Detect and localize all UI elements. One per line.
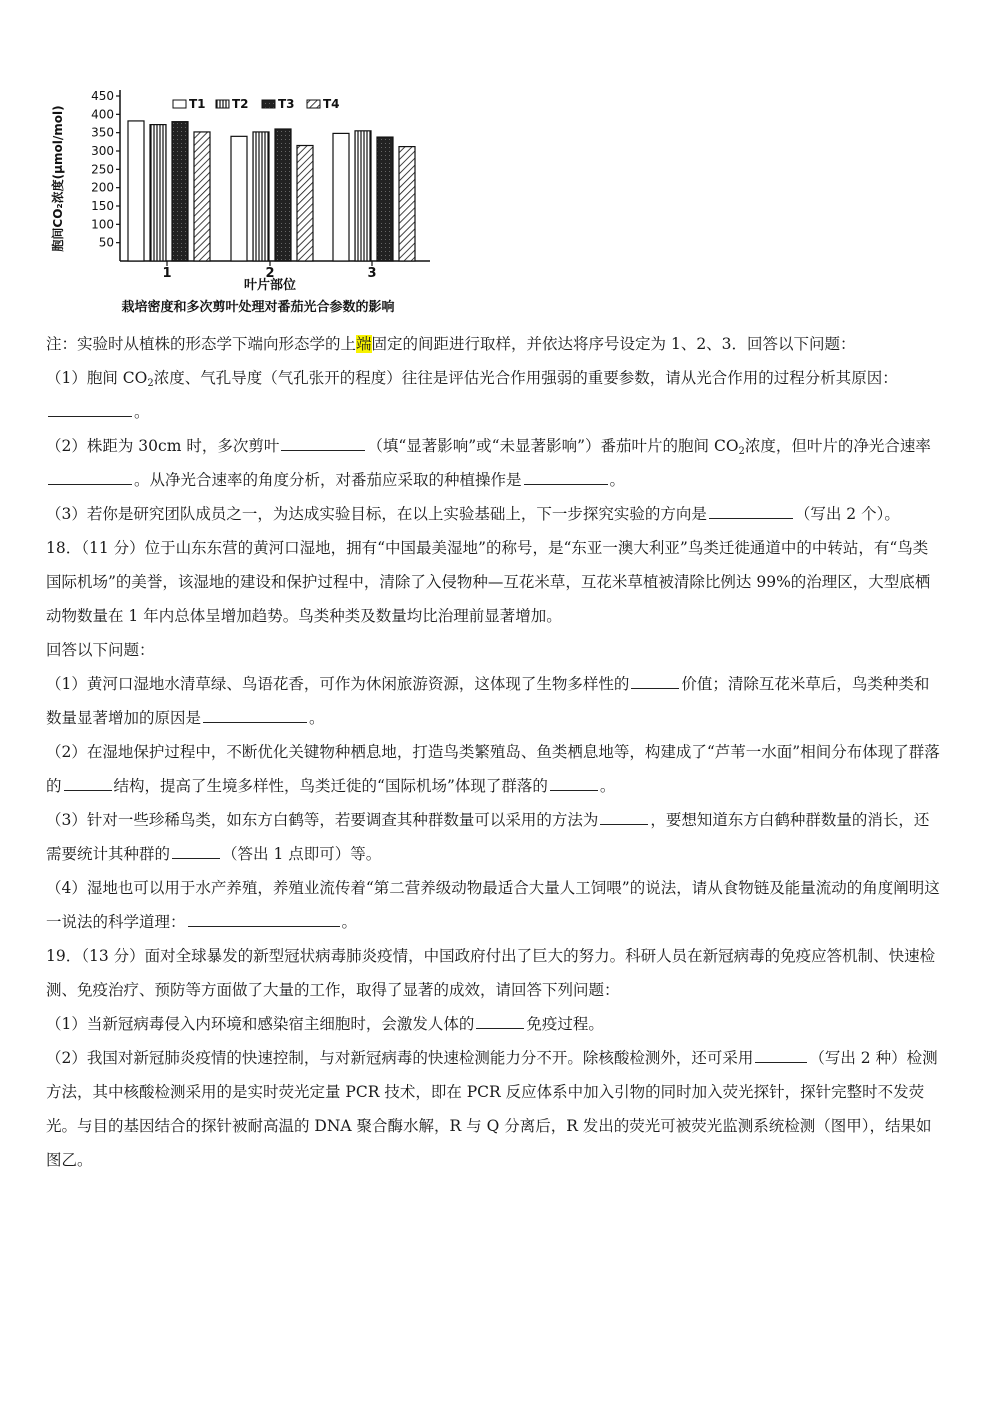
- answer-blank[interactable]: [550, 775, 598, 792]
- q19-intro: 19．（13 分）面对全球暴发的新型冠状病毒肺炎疫情，中国政府付出了巨大的努力。科研人员在新冠病毒的免疫应答机制、快速检测、免疫治疗、预防等方面做了大量的工作，取得了显著的成效，请回答下列问题：: [46, 947, 936, 999]
- y-axis-label: 胞间CO₂浓度(μmol/mol): [51, 105, 65, 252]
- q18-p1c: 。: [309, 709, 325, 727]
- q18-p2c: 。: [599, 777, 616, 795]
- y-tick-label: 150: [91, 199, 114, 213]
- answer-blank[interactable]: [476, 1013, 524, 1030]
- bar-T4-1: [194, 132, 210, 261]
- q17-p1c: 。: [134, 403, 150, 421]
- bar-T2-2: [253, 132, 269, 261]
- y-tick-label: 50: [98, 235, 114, 250]
- note-text-pre: 注：实验时从植株的形态学下端向形态学的上: [46, 335, 357, 353]
- y-tick-label: 200: [91, 180, 114, 195]
- q17-p2a: （2）株距为 30cm 时，多次剪叶: [46, 437, 280, 455]
- bar-T2-3: [355, 131, 371, 261]
- legend-swatch-T3: [262, 100, 275, 108]
- answer-blank[interactable]: [524, 469, 608, 486]
- x-tick-label: 1: [162, 266, 172, 281]
- legend-swatch-T4: [307, 100, 320, 108]
- q18-p1b: 价值；清除互花米草后，鸟类种类和数量显著增加的原因是: [46, 675, 930, 727]
- q18-p4b: 。: [341, 913, 358, 931]
- bar-chart: [48, 86, 448, 326]
- answer-blank[interactable]: [48, 469, 132, 486]
- chart-caption: 栽培密度和多次剪叶处理对番茄光合参数的影响: [121, 300, 395, 315]
- y-tick-label: 400: [91, 107, 114, 122]
- y-tick-label: 100: [91, 217, 114, 232]
- x-tick-label: 3: [367, 266, 377, 281]
- bar-T4-3: [399, 147, 415, 261]
- answer-blank[interactable]: [631, 673, 679, 690]
- q18-intro: 18．（11 分）位于山东东营的黄河口湿地，拥有“中国最美湿地”的称号，是“东亚一澳大利亚”鸟类迁徙通道中的中转站，有“鸟类国际机场”的美誉，该湿地的建设和保护过程中，清除了入侵物种—互花米草，互花米草植被清除比例达 99%的治理区，大型底栖动物数量在 1 年内总体呈增加趋势。鸟类种类及数量均比治理前显著增加。: [46, 539, 931, 625]
- q17-p1a: （1）胞间 CO: [46, 369, 148, 387]
- y-tick-label: 450: [91, 89, 114, 103]
- answer-blank[interactable]: [203, 707, 307, 724]
- q17-part3: [46, 497, 942, 531]
- q18-part4: [46, 871, 942, 939]
- text-body: [46, 327, 942, 1177]
- legend-swatch-T1: [173, 100, 186, 108]
- q19-p1a: （1）当新冠病毒侵入内环境和感染宿主细胞时，会激发人体的: [46, 1015, 475, 1033]
- q18-ask: 回答以下问题：: [46, 641, 155, 659]
- legend-label-T1: T1: [189, 97, 206, 111]
- subscript: 2: [147, 378, 154, 389]
- legend-label-T3: T3: [278, 97, 295, 111]
- q19-p2a: （2）我国对新冠肺炎疫情的快速控制，与对新冠病毒的快速检测能力分不开。除核酸检测外，还可采用: [46, 1049, 754, 1067]
- answer-blank[interactable]: [281, 435, 365, 452]
- q18-part3: [46, 803, 942, 871]
- answer-blank[interactable]: [64, 775, 112, 792]
- q18-p1a: （1）黄河口湿地水清草绿、鸟语花香，可作为休闲旅游资源，这体现了生物多样性的: [46, 675, 630, 693]
- q17-p3a: （3）若你是研究团队成员之一，为达成实验目标，在以上实验基础上，下一步探究实验的方向是: [46, 505, 707, 523]
- answer-blank[interactable]: [172, 843, 220, 860]
- q18-part1: [46, 667, 942, 735]
- q18-p2b: 结构，提高了生境多样性，鸟类迁徙的“国际机场”体现了群落的: [113, 777, 548, 795]
- q17-p2c: 浓度，但叶片的净光合速率: [744, 437, 931, 455]
- bar-T3-1: [172, 122, 188, 261]
- note-highlight: 端: [356, 335, 372, 353]
- q17-part1: [46, 361, 942, 429]
- chart-svg: [48, 86, 448, 326]
- q19-part2: [46, 1041, 942, 1177]
- answer-blank[interactable]: [709, 503, 793, 520]
- q19-part1: [46, 1007, 942, 1041]
- answer-blank[interactable]: [188, 911, 340, 928]
- answer-blank[interactable]: [600, 809, 648, 826]
- note-paragraph: [46, 327, 942, 361]
- q17-part2: [46, 429, 942, 497]
- bar-T3-2: [275, 129, 291, 261]
- q17-p2b: （填“显著影响”或“未显著影响”）番茄叶片的胞间 CO: [367, 437, 739, 455]
- q17-p2e: 。: [609, 471, 626, 489]
- bar-T2-1: [150, 125, 166, 261]
- y-tick-label: 250: [91, 162, 114, 177]
- q19-p2b: （写出 2 种）检测方法，其中核酸检测采用的是实时荧光定量 PCR 技术，即在 PCR 反应体系中加入引物的同时加入荧光探针，探针完整时不发荧光。与目的基因结合的探针被耐高温的 DNA 聚合酶水解，R 与 Q 分离后，R 发出的荧光可被荧光监测系统检测（图甲），结果如图乙。: [46, 1049, 938, 1169]
- bar-T1-2: [231, 136, 247, 261]
- bar-T4-2: [297, 146, 313, 262]
- bar-T1-3: [333, 133, 349, 261]
- subscript: 2: [738, 446, 745, 457]
- legend-label-T2: T2: [232, 97, 249, 111]
- legend-label-T4: T4: [323, 97, 340, 111]
- x-axis-label: 叶片部位: [243, 278, 297, 293]
- q17-p2d: 。从净光合速率的角度分析，对番茄应采取的种植操作是: [134, 471, 522, 489]
- note-text-post: 固定的间距进行取样，并依达将序号设定为 1、2、3．回答以下问题：: [371, 335, 856, 353]
- y-tick-label: 300: [91, 144, 114, 158]
- q18-p3c: （答出 1 点即可）等。: [222, 845, 382, 863]
- legend-swatch-T2: [216, 100, 229, 108]
- q18-p3b: ，要想知道东方白鹤种群数量的消长，还需要统计其种群的: [46, 811, 930, 863]
- q17-p1b: 浓度、气孔导度（气孔张开的程度）往往是评估光合作用强弱的重要参数，请从光合作用的过程分析其原因：: [153, 369, 898, 387]
- x-tick-label: 2: [265, 266, 275, 281]
- q18-p4a: （4）湿地也可以用于水产养殖，养殖业流传着“第二营养级动物最适合大量人工饲喂”的说法，请从食物链及能量流动的角度阐明这一说法的科学道理：: [46, 879, 940, 931]
- answer-blank[interactable]: [755, 1047, 807, 1064]
- q18-part2: [46, 735, 942, 803]
- bar-T1-1: [128, 121, 144, 261]
- q17-p3b: （写出 2 个）。: [794, 505, 900, 523]
- answer-blank[interactable]: [48, 401, 132, 418]
- q18-p2a: （2）在湿地保护过程中，不断优化关键物种栖息地，打造鸟类繁殖岛、鱼类栖息地等，构建成了“芦苇一水面”相间分布体现了群落的: [46, 743, 940, 795]
- q19-p1b: 免疫过程。: [526, 1015, 604, 1033]
- bar-T3-3: [377, 137, 393, 261]
- q18-p3a: （3）针对一些珍稀鸟类，如东方白鹤等，若要调查其种群数量可以采用的方法为: [46, 811, 599, 829]
- y-tick-label: 350: [91, 125, 114, 140]
